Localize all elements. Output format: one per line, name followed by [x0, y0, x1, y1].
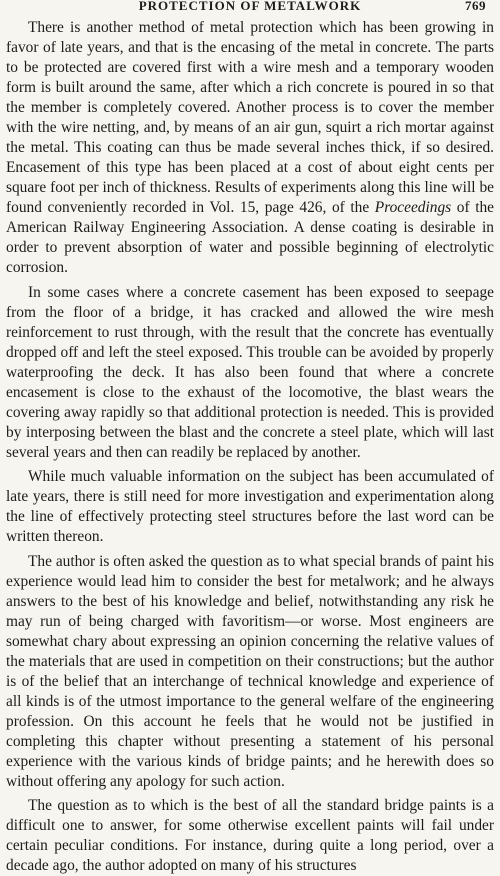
paragraph-text: There is another method of metal protection which has been growing in favor of late years, and that is the encasing of the metal in concrete. The parts to be protected are covered first with a wire mesh and a temporary wooden form is built around the same, after which a rich concrete is poured in so that the member is completely covered. Another process is to cover the member with the wire netting, and, by means of an air gun, squirt a rich mortar against the metal. This coating can thus be made several inches thick, if so desired. Encasement of this type has been placed at a cost of about eight cents per square foot per inch of thickness. Results of experiments along this line will be found conveniently recorded in Vol. 15, page 426, of the — [6, 19, 494, 216]
running-head — [6, 0, 494, 18]
paragraph-best-bridge-paint: The question as to which is the best of all the standard bridge paints is a difficult one to answer, for some otherwise excellent paints will fail under certain peculiar conditions. For instance, during quite a long period, over a decade ago, the author adopted on many of his structures — [6, 797, 494, 874]
paragraph-concrete-encasement — [6, 18, 494, 278]
proceedings-title: Proceedings — [374, 199, 452, 216]
paragraph-text: of the American Railway Engineering Association. A dense coating is desirable in order to prevent absorption of water and possible beginning of electrolytic corrosion. — [6, 199, 494, 276]
paragraph-further-investigation: While much valuable information on the subject has been accumulated of late years, there is still need for more investigation and experimentation along the line of effectively protecting steel structures before the last word can be written thereon. — [6, 468, 494, 545]
running-title: PROTECTION OF METALWORK — [138, 0, 362, 13]
page-number: 769 — [465, 0, 486, 13]
paragraph-casement-seepage: In some cases where a concrete casement has been exposed to seepage from the floor of a bridge, it has cracked and allowed the wire mesh reinforcement to rust through, with the result that the concrete has eventually dropped off and left the steel exposed. This trouble can be avoided by properly waterproofing the deck. It has also been found that where a concrete encasement is close to the exhaust of the locomotive, the blast wears the covering away rapidly so that additional protection is needed. This is provided by interposing between the blast and the concrete a steel plate, which will last several years and then can readily be replaced by another. — [6, 283, 494, 461]
paragraph-paint-brands: The author is often asked the question as to what special brands of paint his experience would lead him to consider the best for metalwork; and he always answers to the best of his knowledge and belief, notwithstanding any risk he may run of being charged with favoritism—or worse. Most engineers are somewhat chary about expressing an opinion concerning the relative values of the materials that are used in competition on their constructions; but the author is of the belief that an interchange of technical knowledge and experience of all kinds is of the utmost importance to the general welfare of the engineering profession. On this account he feels that he would not be justified in completing this chapter without presenting a statement of his personal experience with the various kinds of bridge paints; and he herewith does so without offering any apology for such action. — [6, 552, 494, 790]
body-text — [6, 18, 494, 876]
